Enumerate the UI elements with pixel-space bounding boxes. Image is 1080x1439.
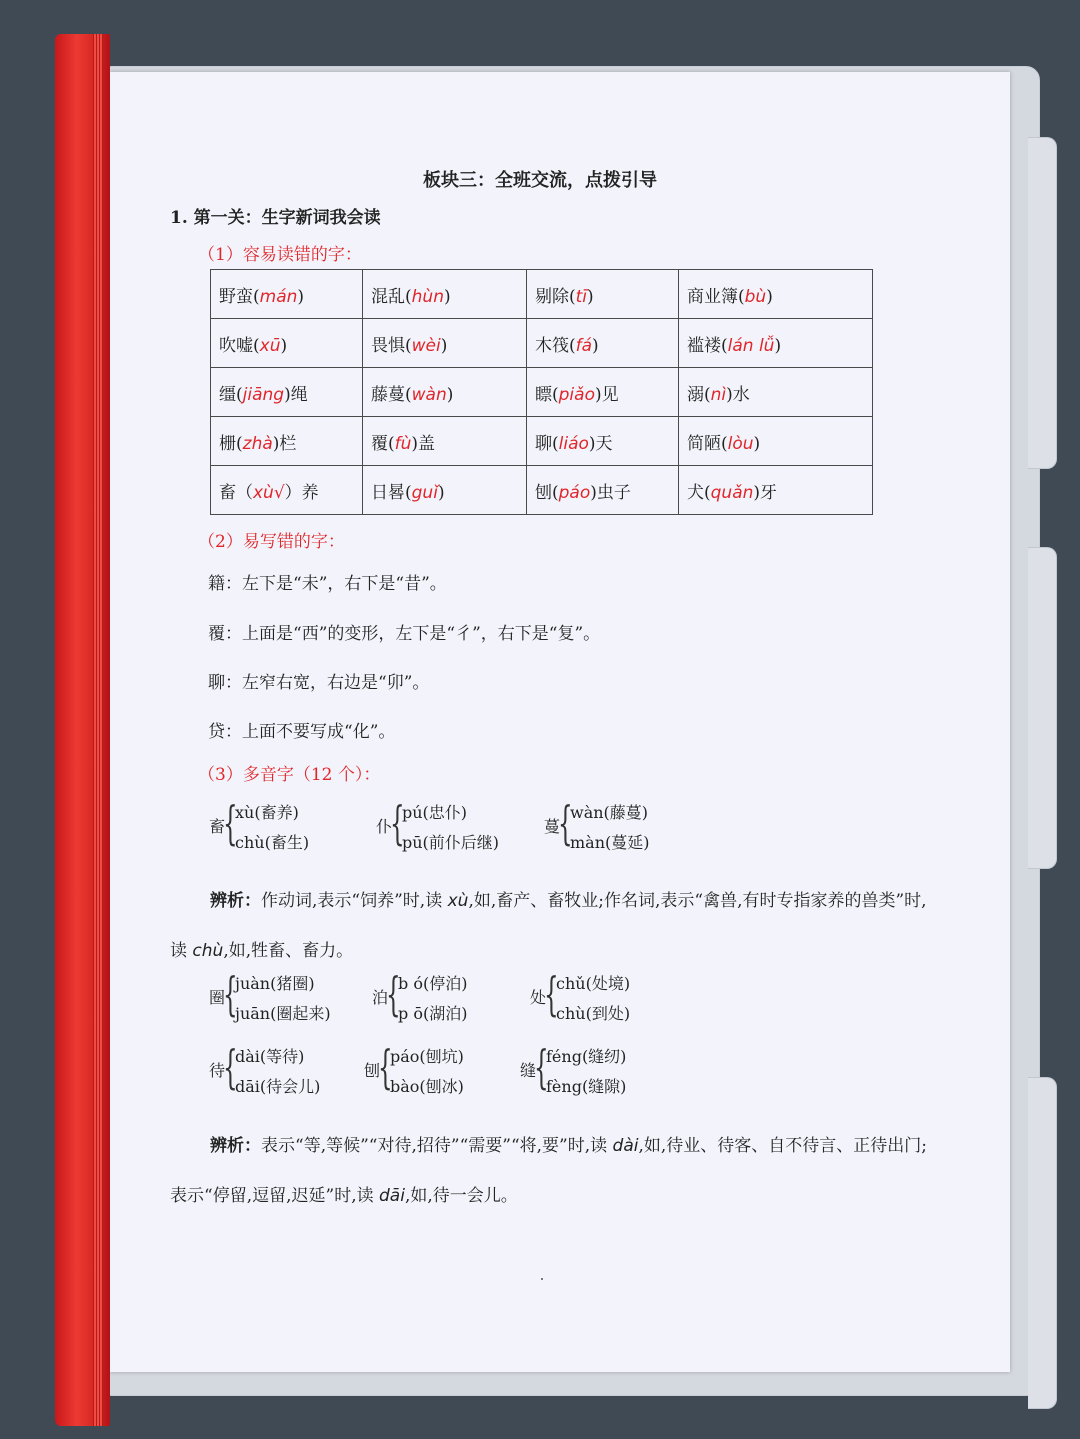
subheading-miswrite: （2）易写错的字： — [198, 532, 345, 552]
word-text: 犬( — [687, 482, 711, 503]
pinyin-text: tī — [575, 286, 588, 307]
table-cell — [679, 417, 873, 466]
table-cell — [363, 368, 527, 417]
reading-text: bào(刨冰) — [390, 1077, 464, 1096]
analysis-paragraph — [170, 876, 940, 976]
word-text: 聊( — [535, 433, 559, 454]
word-text: 瞟( — [535, 384, 559, 405]
polyphone-char: 泊 — [372, 988, 389, 1007]
polyphone-char: 圈 — [209, 988, 226, 1007]
analysis-pinyin: dài — [612, 1136, 639, 1156]
pinyin-text: lòu — [727, 433, 754, 454]
word-text: 栅( — [219, 433, 243, 454]
word-text: ) — [592, 335, 599, 356]
pinyin-text: lán lǚ — [727, 335, 775, 356]
word-text: 溺( — [687, 384, 711, 405]
word-text: )牙 — [753, 482, 778, 503]
table-cell — [527, 319, 679, 368]
word-text: 吹嘘( — [219, 335, 260, 356]
write-error-line: 覆：上面是“西”的变形，左下是“彳”，右下是“复”。 — [208, 624, 601, 644]
analysis-text: ,如,待一会儿。 — [404, 1186, 518, 1206]
table-cell — [679, 270, 873, 319]
reading-text: juān(圈起来) — [235, 1004, 331, 1023]
reading-text: chù(畜生) — [235, 833, 310, 852]
reading-text: dài(等待) — [235, 1047, 305, 1066]
table-cell — [679, 319, 873, 368]
pinyin-text: mán — [259, 286, 298, 307]
pinyin-text: wàn — [411, 384, 447, 405]
word-text: ) — [443, 286, 451, 307]
table-cell — [679, 466, 873, 515]
word-text: )栏 — [272, 433, 297, 454]
word-text: ) — [446, 384, 454, 405]
subheading-polyphone: （3）多音字（12 个）： — [198, 765, 381, 785]
subheading-misread: （1）容易读错的字： — [198, 245, 362, 265]
reading-text: màn(蔓延) — [570, 833, 650, 852]
word-text: ) — [587, 286, 594, 307]
word-text: )水 — [726, 384, 750, 405]
word-text: )见 — [594, 384, 619, 405]
sleeve-tab — [1028, 547, 1057, 869]
word-text: 覆( — [371, 433, 395, 454]
table-cell — [211, 368, 363, 417]
brace-mark: { — [544, 967, 559, 1021]
table-row — [211, 417, 873, 466]
reading-text: féng(缝纫) — [546, 1047, 627, 1066]
analysis-text: ,如,牲畜、畜力。 — [223, 941, 354, 961]
reading-text: xù(畜养) — [235, 803, 299, 822]
table-cell — [527, 368, 679, 417]
reading-text: chǔ(处境) — [556, 974, 631, 993]
write-error-line: 聊：左窄右宽，右边是“卯”。 — [208, 673, 430, 693]
polyphone-char: 处 — [530, 988, 547, 1007]
table-cell — [363, 319, 527, 368]
word-text: ) — [766, 286, 773, 307]
word-text: 野蛮( — [219, 286, 260, 307]
brace-mark: { — [223, 796, 238, 850]
write-error-line: 籍：左下是“未”，右下是“昔”。 — [208, 574, 447, 594]
word-text: 混乱( — [371, 286, 412, 307]
table-cell — [211, 270, 363, 319]
sleeve-tab — [1028, 1077, 1057, 1409]
analysis-label: 辨析： — [210, 1136, 261, 1156]
word-text: 刨( — [535, 482, 559, 503]
section-heading: 1. 第一关：生字新词我会读 — [170, 208, 381, 228]
word-text: ) — [774, 335, 782, 356]
reading-text: pū(前仆后继) — [402, 833, 500, 852]
table-cell — [527, 270, 679, 319]
pinyin-text: xù√ — [253, 482, 285, 503]
write-error-line: 贷：上面不要写成“化”。 — [208, 722, 396, 742]
word-text: )虫子 — [590, 482, 631, 503]
reading-text: dāi(待会儿) — [235, 1077, 321, 1096]
table-row — [211, 319, 873, 368]
table-row — [211, 466, 873, 515]
word-text: 缰( — [219, 384, 243, 405]
polyphone-char: 仆 — [376, 817, 393, 836]
table-cell — [527, 466, 679, 515]
pinyin-text: nì — [710, 384, 727, 405]
polyphone-char: 畜 — [209, 817, 226, 836]
reading-text: pú(忠仆) — [402, 803, 468, 822]
polyphone-char: 刨 — [364, 1061, 381, 1080]
pinyin-text: fù — [394, 433, 412, 454]
analysis-label: 辨析： — [210, 891, 261, 911]
word-text: ) — [280, 335, 288, 356]
analysis-text: 作动词,表示“饲养”时,读 — [261, 891, 448, 911]
pinyin-text: jiāng — [242, 384, 285, 405]
word-text: )天 — [588, 433, 613, 454]
table-row — [211, 270, 873, 319]
word-text: )盖 — [411, 433, 436, 454]
table-cell — [363, 270, 527, 319]
brace-mark: { — [386, 967, 401, 1021]
reading-text: b ó(停泊) — [398, 974, 468, 993]
analysis-text: 表示“等,等候”“对待,招待”“需要”“将,要”时,读 — [261, 1136, 613, 1156]
pinyin-text: hùn — [411, 286, 444, 307]
pinyin-text: páo — [558, 482, 591, 503]
brace-mark: { — [558, 796, 573, 850]
reading-text: fèng(缝隙) — [546, 1077, 627, 1096]
word-text: 简陋( — [687, 433, 728, 454]
reading-text: wàn(藤蔓) — [570, 803, 649, 822]
brace-mark: { — [223, 967, 238, 1021]
pinyin-text: piǎo — [558, 384, 595, 405]
word-text: 褴褛( — [687, 335, 728, 356]
page-title: 板块三：全班交流，点拨引导 — [423, 170, 657, 191]
word-text: 日晷( — [371, 482, 412, 503]
table-cell — [363, 466, 527, 515]
reading-text: páo(刨坑) — [390, 1047, 464, 1066]
table-cell — [363, 417, 527, 466]
word-text: ) — [437, 482, 445, 503]
word-text: ）养 — [284, 482, 319, 503]
pinyin-text: liáo — [558, 433, 589, 454]
word-text: ) — [753, 433, 761, 454]
word-text: 畏惧( — [371, 335, 412, 356]
reading-text: chù(到处) — [556, 1004, 631, 1023]
misread-words-table — [210, 269, 873, 515]
pinyin-text: zhà — [242, 433, 273, 454]
word-text: 畜（ — [219, 482, 253, 503]
pinyin-text: fá — [575, 335, 593, 356]
analysis-text: ,如,待业、待客、自不待言、正待出门;表示“停留,逗留,迟延”时,读 — [170, 1136, 928, 1206]
polyphone-char: 待 — [209, 1061, 226, 1080]
word-text: ) — [297, 286, 305, 307]
table-cell — [527, 417, 679, 466]
analysis-text: ,如,畜产、畜牧业;作名词,表示“禽兽,有时专指家养的兽类”时,读 — [170, 891, 927, 961]
pinyin-text: xū — [259, 335, 281, 356]
polyphone-char: 蔓 — [544, 817, 561, 836]
table-cell — [211, 417, 363, 466]
word-text: 藤蔓( — [371, 384, 412, 405]
brace-mark: { — [378, 1040, 393, 1094]
brace-mark: { — [390, 796, 405, 850]
analysis-pinyin: xù — [447, 891, 469, 911]
pinyin-text: quǎn — [710, 482, 754, 503]
word-text: )绳 — [284, 384, 308, 405]
pinyin-text: wèi — [411, 335, 441, 356]
pinyin-text: bù — [744, 286, 767, 307]
analysis-paragraph — [170, 1121, 940, 1221]
binder-spine — [55, 34, 110, 1426]
paper-speck — [541, 1278, 543, 1280]
table-cell — [211, 466, 363, 515]
table-row — [211, 368, 873, 417]
polyphone-char: 缝 — [520, 1061, 537, 1080]
word-text: 剔除( — [535, 286, 576, 307]
analysis-pinyin: chù — [192, 941, 224, 961]
word-text: ) — [440, 335, 448, 356]
table-cell — [679, 368, 873, 417]
pinyin-text: guǐ — [411, 482, 438, 503]
brace-mark: { — [223, 1040, 238, 1094]
brace-mark: { — [534, 1040, 549, 1094]
table-cell — [211, 319, 363, 368]
reading-text: juàn(猪圈) — [235, 974, 315, 993]
word-text: 商业簿( — [687, 286, 745, 307]
word-text: 木筏( — [535, 335, 576, 356]
reading-text: p ō(湖泊) — [398, 1004, 468, 1023]
analysis-pinyin: dāi — [379, 1186, 405, 1206]
